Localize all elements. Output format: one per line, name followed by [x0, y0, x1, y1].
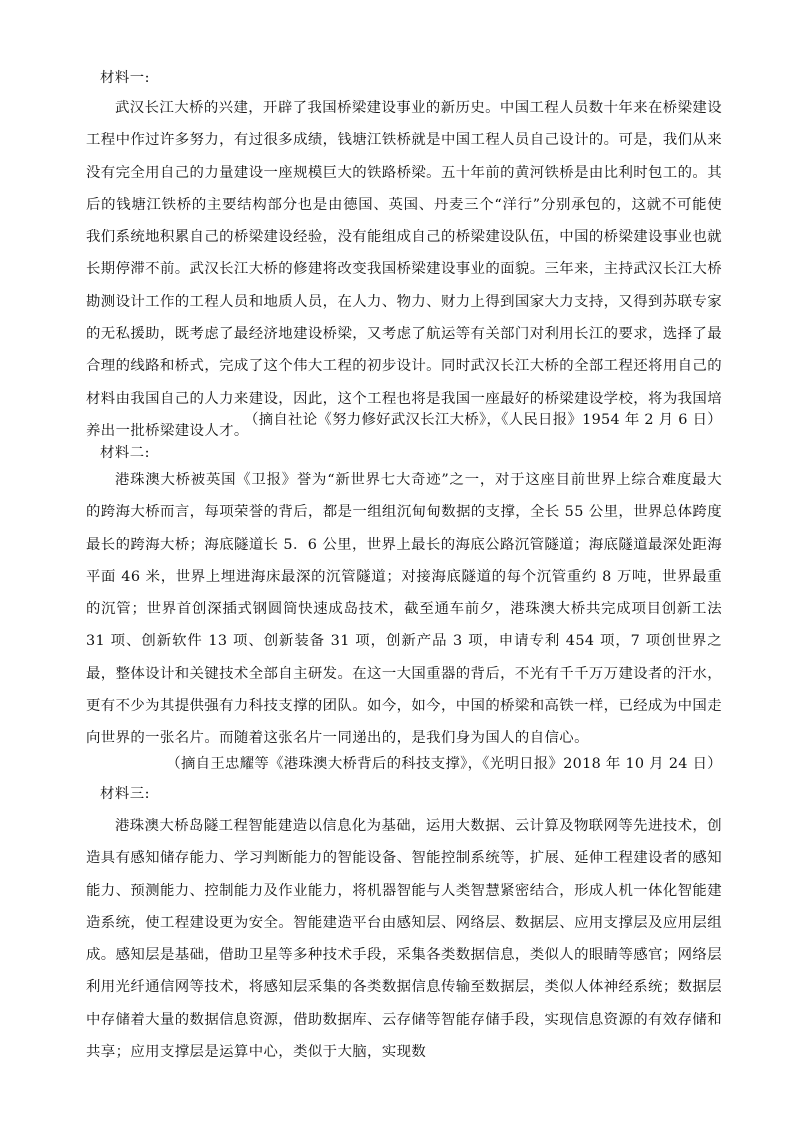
material-3-paragraph: 港珠澳大桥岛隧工程智能建造以信息化为基础，运用大数据、云计算及物联网等先进技术，创造具有感知储存能力、学习判断能力的智能设备、智能控制系统等，扩展、延伸工程建设者的感知能力、预测能力、控制能力及作业能力，将机器智能与人类智慧紧密结合，形成人机一体化智能建造系统，使工程建设更为安全。智能建造平台由感知层、网络层、数据层、应用支撑层及应用层组成。感知层是基础，借助卫星等多种技术手段，采集各类数据信息，类似人的眼睛等感官；网络层利用光纤通信网等技术，将感知层采集的各类数据信息传输至数据层，类似人体神经系统；数据层中存储着大量的数据信息资源，借助数据库、云存储等智能存储手段，实现信息资源的有效存储和共享；应用支撑层是运算中心，类似于大脑，实现数 [86, 818, 722, 1061]
material-2-label: 材料二: [100, 445, 151, 461]
material-1-label: 材料一: [100, 70, 151, 86]
material-1-citation: （摘自社论《努力修好武汉长江大桥》，《人民日报》1954 年 2 月 6 日） [243, 412, 722, 428]
material-3-label: 材料三: [100, 786, 151, 802]
material-2-citation: （摘自王忠耀等《港珠澳大桥背后的科技支撑》，《光明日报》2018 年 10 月 24 日） [166, 756, 722, 772]
material-2-paragraph: 港珠澳大桥被英国《卫报》誉为“新世界七大奇迹”之一，对于这座目前世界上综合难度最大的跨海大桥而言，每项荣誉的背后，都是一组组沉甸甸数据的支撑，全长 55 公里，世界总体跨度最长的跨海大桥；海底隧道长 5．6 公里，世界上最长的海底公路沉管隧道；海底隧道最深处距海平面 46 米，世界上埋进海床最深的沉管隧道；对接海底隧道的每个沉管重约 8 万吨，世界最重的沉管；世界首创深插式钢圆筒快速成岛技术，截至通车前夕，港珠澳大桥共完成项目创新工法 31 项、创新软件 13 项、创新装备 31 项，创新产品 3 项，申请专利 454 项，7 项创世界之最，整体设计和关键技术全部自主研发。在这一大国重器的背后，不光有千千万万建设者的汗水，更有不少为其提供强有力科技支撑的团队。如今，如今，中国的桥梁和高铁一样，已经成为中国走向世界的一张名片。而随着这张名片一同递出的，是我们身为国人的自信心。 [86, 472, 722, 747]
material-1-paragraph: 武汉长江大桥的兴建，开辟了我国桥梁建设事业的新历史。中国工程人员数十年来在桥梁建设工程中作过许多努力，有过很多成绩，钱塘江铁桥就是中国工程人员自己设计的。可是，我们从来没有完全用自己的力量建设一座规模巨大的铁路桥梁。五十年前的黄河铁桥是由比利时包工的。其后的钱塘江铁桥的主要结构部分也是由德国、英国、丹麦三个“洋行”分别承包的，这就不可能使我们系统地积累自己的桥梁建设经验，没有能组成自己的桥梁建设队伍，中国的桥梁建设事业也就长期停滞不前。武汉长江大桥的修建将改变我国桥梁建设事业的面貌。三年来，主持武汉长江大桥勘测设计工作的工程人员和地质人员，在人力、物力、财力上得到国家大力支持，又得到苏联专家的无私援助，既考虑了最经济地建设桥梁，又考虑了航运等有关部门对利用长江的要求，选择了最合理的线路和桥式，完成了这个伟大工程的初步设计。同时武汉长江大桥的全部工程还将用自己的材料由我国自己的人力来建设，因此，这个工程也将是我国一座最好的桥梁建设学校，将为我国培养出一批桥梁建设人才。 [86, 100, 722, 439]
